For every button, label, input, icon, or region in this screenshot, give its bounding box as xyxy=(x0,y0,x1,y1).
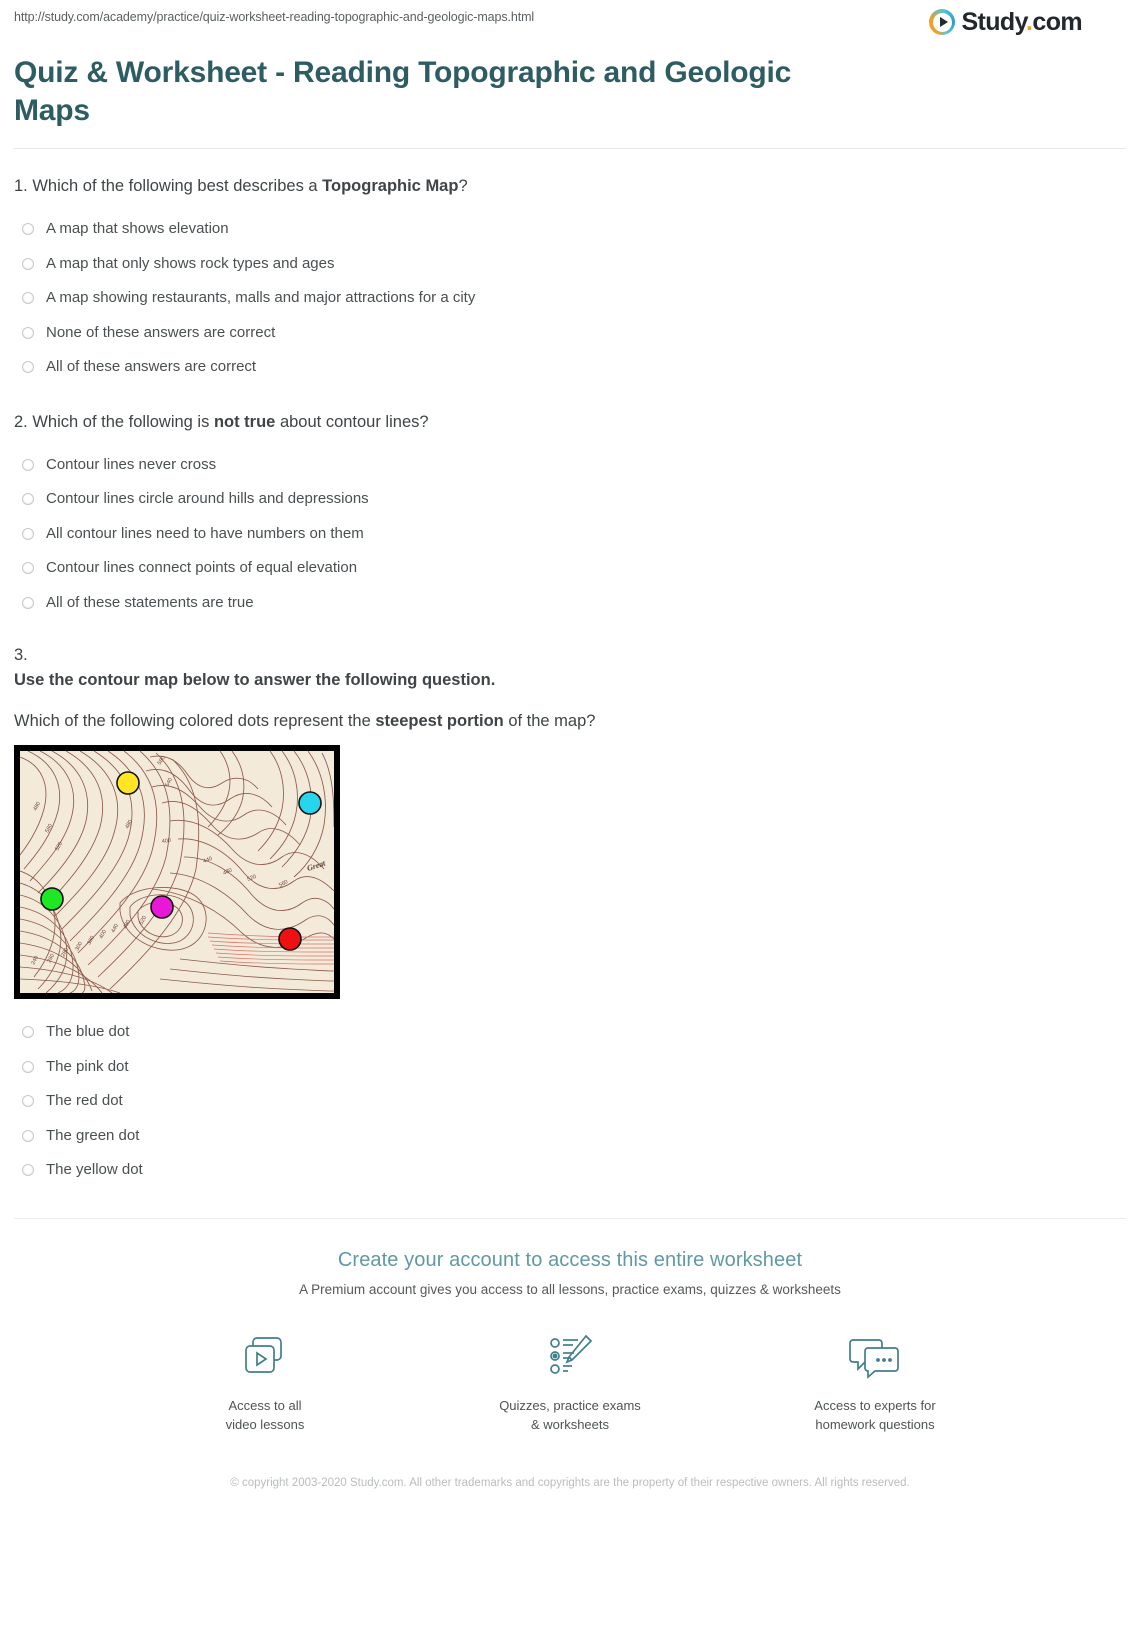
page-title: Quiz & Worksheet - Reading Topographic and Geologic Maps xyxy=(14,56,792,128)
option-label: The pink dot xyxy=(46,1057,129,1075)
option-label: Contour lines connect points of equal elevation xyxy=(46,559,358,577)
question-3-instruction: Use the contour map below to answer the following question. xyxy=(14,671,496,690)
radio-button-icon[interactable] xyxy=(22,1061,34,1073)
contour-label: 560 xyxy=(278,879,290,890)
option-row[interactable] xyxy=(14,448,1126,483)
brand-name-tld: com xyxy=(1032,7,1082,36)
contour-label: 440 xyxy=(110,923,121,935)
contour-label: 360 xyxy=(86,935,97,947)
play-circle-icon xyxy=(929,9,955,35)
option-label: The blue dot xyxy=(46,1023,130,1041)
page-title-section xyxy=(0,48,1140,130)
option-label: The yellow dot xyxy=(46,1161,143,1179)
option-row[interactable] xyxy=(14,551,1126,586)
feature-label-line1: Access to experts for xyxy=(814,1397,936,1413)
quiz-body xyxy=(0,149,1140,1492)
contour-label: 520 xyxy=(246,874,258,884)
contour-label: 440 xyxy=(202,856,214,866)
option-row[interactable] xyxy=(14,350,1126,385)
radio-button-icon[interactable] xyxy=(22,528,34,540)
option-label: The green dot xyxy=(46,1126,140,1144)
option-label: All contour lines need to have numbers on them xyxy=(46,524,364,542)
brand-wordmark xyxy=(961,7,1082,36)
quiz-pencil-icon xyxy=(546,1331,594,1383)
option-label: All of these answers are correct xyxy=(46,358,257,376)
question-2 xyxy=(14,385,1126,621)
map-dot-green xyxy=(41,888,63,910)
question-1-prompt-bold: Topographic Map xyxy=(322,177,459,196)
question-2-prompt-pre: 2. Which of the following is xyxy=(14,412,214,431)
contour-label: 400 xyxy=(161,838,172,846)
contour-label: 520 xyxy=(54,841,65,853)
feature-label-line2: & worksheets xyxy=(530,1416,610,1432)
contour-label: 560 xyxy=(44,823,55,835)
browser-header xyxy=(0,0,1140,48)
option-row[interactable] xyxy=(14,247,1126,282)
option-row[interactable] xyxy=(14,1015,1126,1050)
question-1-prompt-post: ? xyxy=(458,177,468,196)
contour-label: 240 xyxy=(30,955,41,967)
map-dot-red xyxy=(279,928,301,950)
contour-label: 580 xyxy=(156,755,167,767)
feature-expert-help xyxy=(793,1331,958,1435)
question-3-prompt-bold: steepest portion xyxy=(375,712,504,731)
question-2-prompt-post: about contour lines? xyxy=(275,412,429,431)
option-row[interactable] xyxy=(14,586,1126,621)
feature-list xyxy=(14,1331,1126,1435)
feature-label xyxy=(499,1397,641,1435)
option-label: Contour lines circle around hills and depressions xyxy=(46,490,369,508)
map-dot-blue xyxy=(299,792,321,814)
premium-cta-section xyxy=(14,1218,1126,1492)
contour-map-svg xyxy=(20,751,334,993)
question-3 xyxy=(14,620,1126,1188)
radio-button-icon[interactable] xyxy=(22,1130,34,1142)
option-row[interactable] xyxy=(14,517,1126,552)
question-3-prompt xyxy=(14,710,1126,733)
radio-button-icon[interactable] xyxy=(22,258,34,270)
feature-quizzes-worksheets xyxy=(488,1331,653,1435)
option-label: None of these answers are correct xyxy=(46,323,276,341)
question-2-prompt-bold: not true xyxy=(213,412,276,431)
contour-label: 400 xyxy=(98,929,109,941)
option-label: Contour lines never cross xyxy=(46,455,217,473)
option-label: The red dot xyxy=(46,1092,123,1110)
contour-label: 260 xyxy=(46,953,57,965)
brand-name-dot: . xyxy=(1026,7,1033,36)
question-3-prompt-pre: Which of the following colored dots represent the xyxy=(14,712,376,731)
radio-button-icon[interactable] xyxy=(22,562,34,574)
radio-button-icon[interactable] xyxy=(22,361,34,373)
question-2-options xyxy=(14,448,1126,621)
option-row[interactable] xyxy=(14,1153,1126,1188)
brand-name-main: Study xyxy=(961,7,1027,36)
study-com-logo[interactable] xyxy=(929,9,1082,35)
cta-title[interactable]: Create your account to access this entire worksheet xyxy=(337,1248,803,1271)
option-label: A map that only shows rock types and ages xyxy=(46,254,335,272)
question-3-prompt-post: of the map? xyxy=(503,712,596,731)
contour-label: 480 xyxy=(124,819,135,831)
feature-video-lessons xyxy=(183,1331,348,1435)
contour-label: 520 xyxy=(138,915,149,927)
contour-label: 480 xyxy=(32,801,43,813)
cta-subtitle: A Premium account gives you access to all lessons, practice exams, quizzes & worksheets xyxy=(299,1281,841,1297)
question-1-options xyxy=(14,212,1126,385)
contour-label: 280 xyxy=(60,947,71,959)
feature-label xyxy=(814,1397,935,1435)
radio-button-icon[interactable] xyxy=(22,597,34,609)
radio-button-icon[interactable] xyxy=(22,1026,34,1038)
option-row[interactable] xyxy=(14,482,1126,517)
copyright-text: © copyright 2003-2020 Study.com. All other trademarks and copyrights are the property of their respective owners. All rights reserved. xyxy=(230,1476,910,1489)
question-1-prompt xyxy=(14,175,1126,198)
question-1-prompt-pre: 1. Which of the following best describes a xyxy=(14,177,323,196)
option-label: All of these statements are true xyxy=(46,593,254,611)
radio-button-icon[interactable] xyxy=(22,1164,34,1176)
chat-bubbles-icon xyxy=(849,1331,901,1383)
radio-button-icon[interactable] xyxy=(22,1095,34,1107)
map-place-label: Great xyxy=(305,859,327,874)
feature-label-line1: Quizzes, practice exams xyxy=(499,1397,641,1413)
feature-label-line2: homework questions xyxy=(815,1416,935,1432)
option-label: A map showing restaurants, malls and major attractions for a city xyxy=(46,289,476,307)
radio-button-icon[interactable] xyxy=(22,459,34,471)
option-row[interactable] xyxy=(14,316,1126,351)
option-row[interactable] xyxy=(14,1084,1126,1119)
contour-label: 480 xyxy=(122,919,133,931)
contour-label: 540 xyxy=(164,777,175,789)
option-row[interactable] xyxy=(14,281,1126,316)
question-1 xyxy=(14,149,1126,385)
option-row[interactable] xyxy=(14,1119,1126,1154)
radio-button-icon[interactable] xyxy=(22,292,34,304)
video-play-icon xyxy=(241,1331,289,1383)
question-3-number: 3. xyxy=(14,646,28,665)
feature-label-line2: video lessons xyxy=(225,1416,305,1432)
contour-map-figure xyxy=(14,745,340,999)
radio-button-icon[interactable] xyxy=(22,327,34,339)
contour-label: 480 xyxy=(222,867,234,878)
radio-button-icon[interactable] xyxy=(22,223,34,235)
feature-label-line1: Access to all xyxy=(228,1397,302,1413)
map-dot-pink xyxy=(151,896,173,918)
contour-label: 300 xyxy=(74,941,85,953)
option-label: A map that shows elevation xyxy=(46,220,229,238)
radio-button-icon[interactable] xyxy=(22,493,34,505)
page-url: http://study.com/academy/practice/quiz-worksheet-reading-topographic-and-geologic-maps.html xyxy=(14,10,535,24)
feature-label xyxy=(226,1397,305,1435)
question-2-prompt xyxy=(14,411,1126,434)
option-row[interactable] xyxy=(14,212,1126,247)
map-dot-yellow xyxy=(117,772,139,794)
option-row[interactable] xyxy=(14,1050,1126,1085)
question-3-options xyxy=(14,1015,1126,1188)
